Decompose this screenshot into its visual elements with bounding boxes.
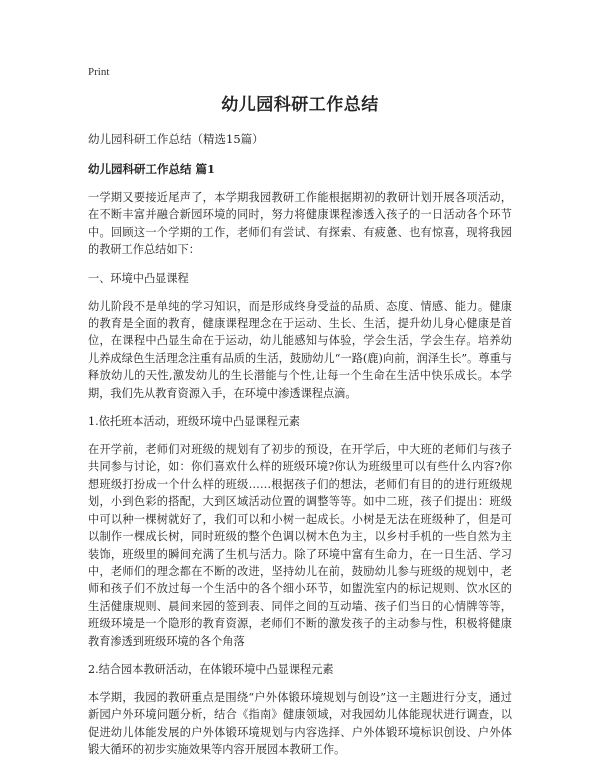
intro-paragraph: 一学期又要接近尾声了，本学期我园教研工作能根据期初的教研计划开展各项活动，在不断丰富并融合新园环境的同时，努力将健康课程渗透入孩子的一日活动各个环节中。回顾这一个学期的工作，老师们有尝试、有探索、有疲惫、也有惊喜，现将我园的教研工作总结如下：	[88, 191, 512, 257]
document-subtitle: 幼儿园科研工作总结（精选15篇）	[88, 132, 264, 146]
print-link[interactable]: Print	[88, 66, 110, 78]
heading-environment: 一、环境中凸显课程	[88, 271, 189, 285]
heading-class-activity: 1.依托班本活动，班级环境中凸显课程元素	[88, 415, 301, 429]
heading-research-activity: 2.结合园本教研活动，在体锻环境中凸显课程元素	[88, 662, 334, 676]
paragraph-environment: 幼儿阶段不是单纯的学习知识，而是形成终身受益的品质、态度、情感、能力。健康的教育是全面的教育，健康课程理念在于运动、生长、生活，提升幼儿身心健康是首位，在课程中凸显生命在于运动，幼儿能感知与体验，学会生活，学会生存。培养幼儿养成绿色生活理念注重有品质的生活，鼓励幼儿“一路(鹿)向前，润泽生长”。尊重与释放幼儿的天性,激发幼儿的生长潜能与个性,让每一个生命在生活中快乐成长。本学期，我们先从教育资源入手，在环境中渗透课程点滴。	[88, 299, 512, 400]
section-heading: 幼儿园科研工作总结 篇1	[88, 162, 216, 176]
paragraph-research-activity: 本学期，我园的教研重点是围绕“户外体锻环境规划与创设”这一主题进行分支，通过新园户外环境问题分析，结合《指南》健康领域，对我园幼儿体能现状进行调查，以促进幼儿体能发展的户外体锻环境规划与内容选择、户外体锻环境标识创设、户外体锻大循环的初步实施效果等内容开展园本教研工作。	[88, 690, 512, 757]
document-title: 幼儿园科研工作总结	[221, 95, 379, 115]
paragraph-class-activity: 在开学前，老师们对班级的规划有了初步的预设，在开学后，中大班的老师们与孩子共同参与讨论，如：你们喜欢什么样的班级环境?你认为班级里可以有些什么内容?你想班级打扮成一个什么样的班级……根据孩子们的想法，老师们有目的的进行班级规划，小到色彩的搭配，大到区域活动位置的调整等等。如中二班，孩子们提出：班级中可以种一棵树就好了，我们可以和小树一起成长。小树是无法在班级种了，但是可以制作一棵成长树，同时班级的整个色调以树木色为主，以乡村手机的一些自然为主装饰，班级里的瞬间充满了生机与活力。除了环境中富有生命力，在一日生活、学习中，老师们的理念都在不断的改进，坚持幼儿在前，鼓励幼儿参与班级的规划中，老师和孩子们不放过每一个生活中的各个细小环节，如盥洗室内的标记规则、饮水区的生活健康规则、晨间来园的签到表、同伴之间的互动墙、孩子们当日的心情牌等等，班级环境是一个隐形的教育资源，老师们不断的激发孩子的主动参与性，积极将健康教育渗透到班级环境的各个角落	[88, 443, 512, 648]
